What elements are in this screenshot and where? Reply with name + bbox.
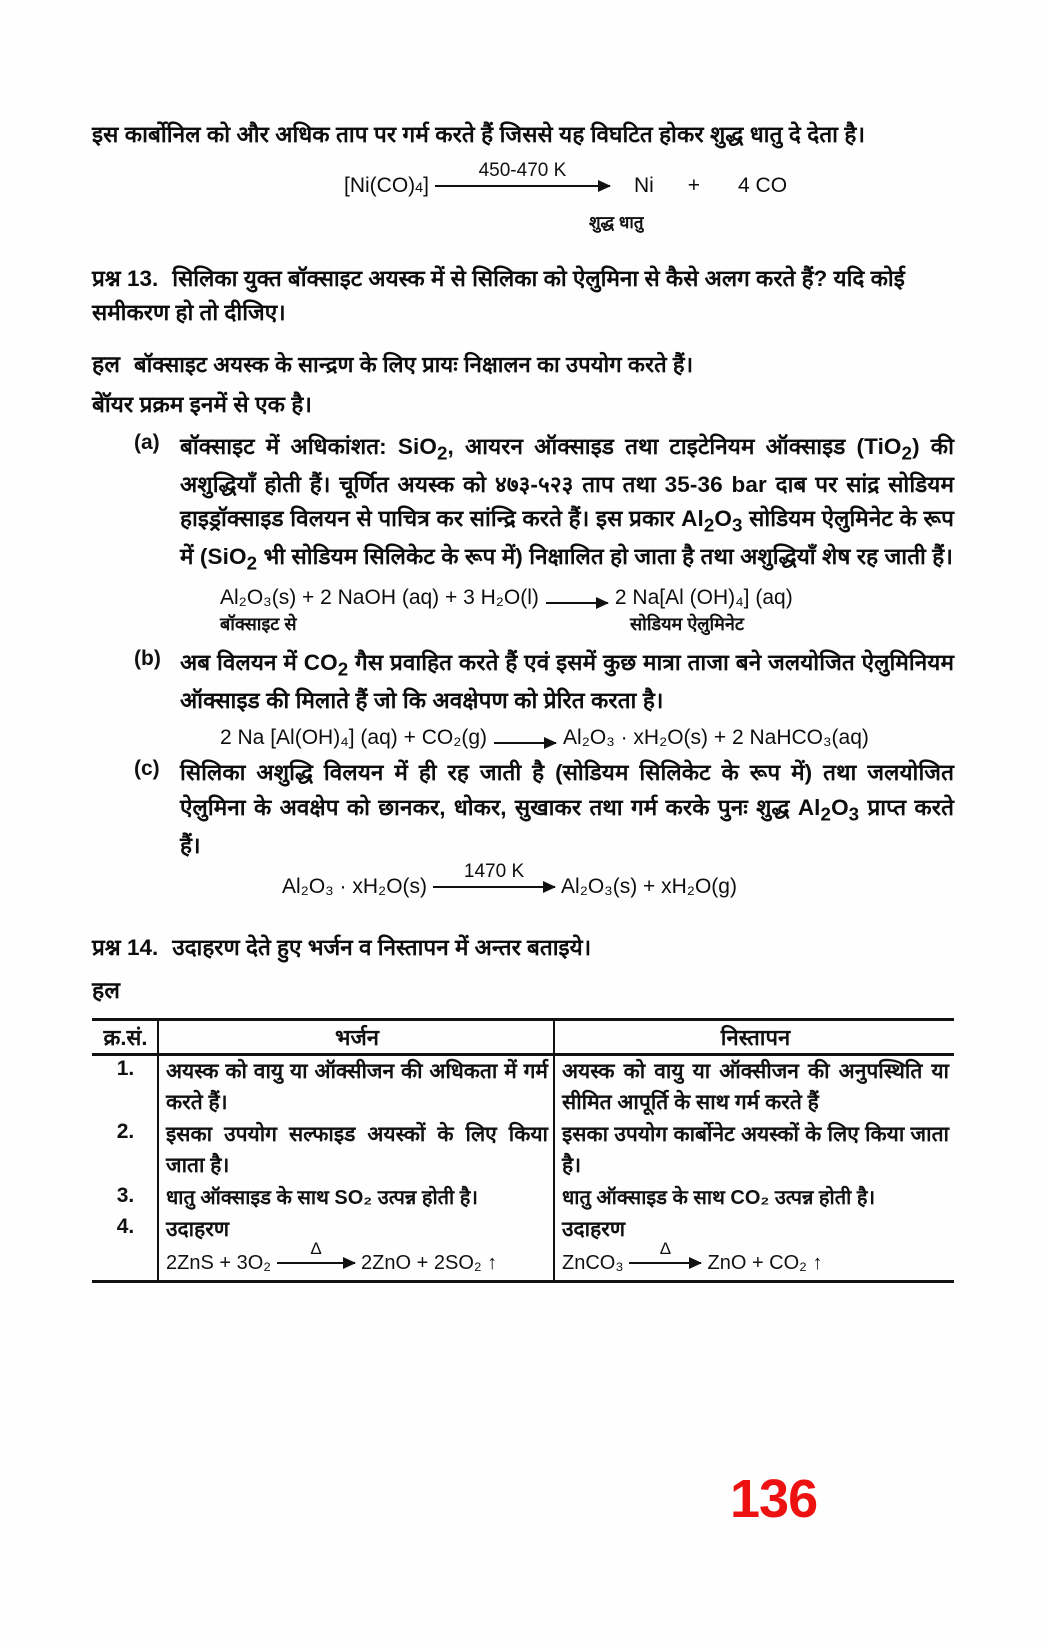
item-a-text-4: O	[714, 506, 732, 532]
item-c-text-1: सिलिका अशुद्धि विलयन में ही रह जाती है (सोडियम सिलिकेट के रूप में) तथा जलयोजित ऐलुमिना के अवक्षेप को छानकर, धोकर, सुखाकर तथा गर्म करके पुनः शुद्ध Al	[180, 760, 954, 820]
item-c-sub-1: 2	[820, 803, 832, 824]
reaction-plus-sign: +	[687, 174, 701, 198]
table-row	[92, 1214, 954, 1281]
list-item-a	[92, 430, 954, 578]
list-item-b	[92, 646, 954, 718]
item-b-text-2: गैस प्रवाहित करते हैं एवं इसमें कुछ मात्रा ताजा बने जलयोजित ऐलुमिनियम ऑक्साइड की मिलाते हैं जो कि अवक्षेपण को प्रेरित करता है।	[180, 650, 954, 714]
comparison-table-wrapper	[92, 1018, 954, 1282]
list-item-a-body	[180, 430, 954, 578]
equation-a-caption-left: बॉक्साइट से	[220, 614, 297, 635]
list-item-b-marker: (b)	[134, 647, 161, 671]
equation-c	[282, 860, 737, 899]
reaction-condition: 450-470 K	[478, 160, 567, 182]
equation-a-line	[220, 586, 954, 610]
item-a-text-2: , आयरन ऑक्साइड तथा टाइटेनियम ऑक्साइड (TiO	[447, 433, 902, 459]
row-4-nistapan-eq-lhs: ZnCO₃	[562, 1251, 624, 1274]
equation-a-caption-right: सोडियम ऐलुमिनेट	[630, 614, 744, 635]
row-4-nistapan-eq-rhs: ZnO + CO₂ ↑	[707, 1251, 823, 1274]
list-item-c-marker: (c)	[134, 757, 160, 781]
row-4-bharjan-arrow-icon	[277, 1239, 355, 1264]
equation-b-line	[220, 726, 954, 750]
item-a-text-5: सोडियम ऐलुमिनेट के रूप में (SiO	[180, 506, 954, 570]
row-1-serial: 1.	[116, 1057, 135, 1081]
solution-label-13: हल	[92, 350, 121, 377]
reaction-product-1: Ni	[633, 174, 654, 198]
question-13-label: प्रश्न 13.	[92, 266, 159, 292]
row-3-serial: 3.	[116, 1183, 135, 1207]
equation-b	[220, 726, 869, 750]
equation-c-rhs: Al₂O₃(s) + xH₂O(g)	[561, 874, 737, 898]
question-14-text: उदाहरण देते हुए भर्जन व निस्तापन में अन्तर बताइये।	[172, 934, 592, 960]
item-a-sub-2: 2	[901, 442, 913, 464]
item-c-text-2: O	[831, 794, 849, 820]
row-2-nistapan: इसका उपयोग कार्बोनेट अयस्कों के लिए किया जाता है।	[554, 1119, 954, 1182]
row-4-bharjan-eq-rhs: 2ZnO + 2SO₂ ↑	[361, 1251, 498, 1274]
equation-a	[220, 586, 793, 610]
table-row	[92, 1119, 954, 1182]
reaction-product-caption: शुद्ध धातु	[589, 213, 644, 233]
row-3-bharjan: धातु ऑक्साइड के साथ SO₂ उत्पन्न होती है।	[158, 1183, 554, 1214]
question-13-solution-line-1	[92, 347, 954, 382]
item-a-sub-4: 3	[731, 514, 743, 536]
equation-a-captions	[220, 612, 954, 638]
row-4-bharjan-eq-lhs: 2ZnS + 3O₂	[166, 1251, 272, 1274]
table-header-sn: क्र.सं.	[92, 1020, 158, 1055]
equation-a-lhs: Al₂O₃(s) + 2 NaOH (aq) + 3 H₂O(l)	[220, 586, 539, 610]
reactant-text: [Ni(CO)	[344, 174, 416, 198]
comparison-table	[92, 1018, 954, 1282]
reactant-bracket: ]	[423, 174, 429, 198]
row-4-bharjan-cell	[158, 1214, 554, 1281]
row-3-nistapan: धातु ऑक्साइड के साथ CO₂ उत्पन्न होती है।	[554, 1183, 954, 1214]
list-item-a-marker: (a)	[134, 430, 160, 454]
item-c-sub-2: 3	[848, 803, 860, 824]
list-item-b-body	[180, 646, 954, 718]
list-item-c-body	[180, 756, 954, 862]
row-4-serial: 4.	[116, 1214, 135, 1238]
intro-paragraph: इस कार्बोनिल को और अधिक ताप पर गर्म करते हैं जिससे यह विघटित होकर शुद्ध धातु दे देता है।	[92, 122, 866, 147]
row-1-bharjan: अयस्क को वायु या ऑक्सीजन की अधिकता में गर्म करते हैं।	[158, 1055, 554, 1120]
equation-b-arrow-icon	[494, 742, 556, 744]
row-4-bharjan-label: उदाहरण	[166, 1217, 230, 1241]
list-item-c	[92, 756, 954, 862]
question-13-heading	[92, 262, 954, 330]
question-13-solution-line-2: बेॉयर प्रक्रम इनमें से एक है।	[92, 391, 313, 417]
row-2-bharjan: इसका उपयोग सल्फाइड अयस्कों के लिए किया जाता है।	[158, 1119, 554, 1182]
item-a-text-1: बॉक्साइट में अधिकांशत: SiO	[180, 433, 437, 459]
row-4-nistapan-arrow-icon	[629, 1239, 701, 1264]
solution-text-13: बॉक्साइट अयस्क के सान्द्रण के लिए प्रायः निक्षालन का उपयोग करते हैं।	[134, 351, 694, 377]
equation-c-condition: 1470 K	[463, 860, 525, 882]
item-a-sub-1: 2	[436, 442, 448, 464]
item-a-text-3: ) की अशुद्धियाँ होती हैं। चूर्णित अयस्क को ४७३-५२३ ताप तथा 35-36 bar दाब पर सांद्र सोडियम हाइड्रॉक्साइड विलयन से पाचित्र कर सांन्द्रि करते हैं। इस प्रकार Al	[180, 433, 955, 532]
item-a-sub-3: 2	[703, 514, 715, 536]
question-14-heading	[92, 931, 954, 965]
item-b-sub-1: 2	[337, 658, 349, 680]
equation-c-arrow-icon	[433, 860, 555, 888]
reactant-subscript: 4	[415, 180, 424, 197]
equation-a-rhs: 2 Na[Al (OH)₄] (aq)	[614, 586, 793, 610]
equation-c-lhs: Al₂O₃ · xH₂O(s)	[282, 874, 428, 898]
question-14-label: प्रश्न 14.	[92, 934, 159, 960]
row-4-nistapan-equation	[562, 1239, 949, 1279]
item-a-text-6: भी सोडियम सिलिकेट के रूप में) निक्षालित हो जाता है तथा अशुद्धियाँ शेष रह जाती हैं।	[257, 544, 953, 570]
table-row	[92, 1183, 954, 1214]
row-4-nistapan-eq-condition: Δ	[659, 1239, 672, 1259]
row-4-bharjan-eq-condition: Δ	[310, 1239, 322, 1259]
solution-label-14: हल	[92, 976, 121, 1003]
item-b-text-1: अब विलयन में CO	[180, 650, 338, 676]
table-row	[92, 1055, 954, 1120]
reaction-nickel-carbonyl	[92, 160, 954, 236]
table-header-nistapan: निस्तापन	[554, 1020, 954, 1055]
row-1-nistapan: अयस्क को वायु या ऑक्सीजन की अनुपस्थिति या सीमित आपूर्ति के साथ गर्म करते हैं	[554, 1055, 954, 1120]
question-14-solution-label-row	[92, 973, 954, 1008]
row-4-bharjan-equation	[166, 1239, 548, 1279]
reaction-arrow-icon	[435, 160, 610, 187]
page-content	[92, 118, 954, 1283]
row-2-serial: 2.	[116, 1120, 135, 1144]
item-a-sub-5: 2	[246, 552, 258, 574]
table-header-row	[92, 1020, 954, 1055]
question-13-text: सिलिका युक्त बॉक्साइट अयस्क में से सिलिका को ऐलुमिना से कैसे अलग करते हैं? यदि कोई समीकरण हो तो दीजिए।	[92, 266, 905, 326]
reaction-product-2: 4 CO	[738, 174, 788, 198]
equation-a-arrow-icon	[546, 602, 608, 604]
equation-b-rhs: Al₂O₃ · xH₂O(s) + 2 NaHCO₃(aq)	[563, 726, 869, 750]
equation-c-line	[282, 860, 954, 899]
page-number: 136	[730, 1469, 818, 1529]
item-c-text-3: प्राप्त करते हैं।	[180, 794, 954, 858]
equation-b-lhs: 2 Na [Al(OH)₄] (aq) + CO₂(g)	[220, 726, 488, 750]
row-4-nistapan-label: उदाहरण	[562, 1217, 626, 1241]
row-4-nistapan-cell	[554, 1214, 954, 1281]
reaction-reactant	[344, 174, 429, 198]
table-header-bharjan: भर्जन	[158, 1020, 554, 1055]
